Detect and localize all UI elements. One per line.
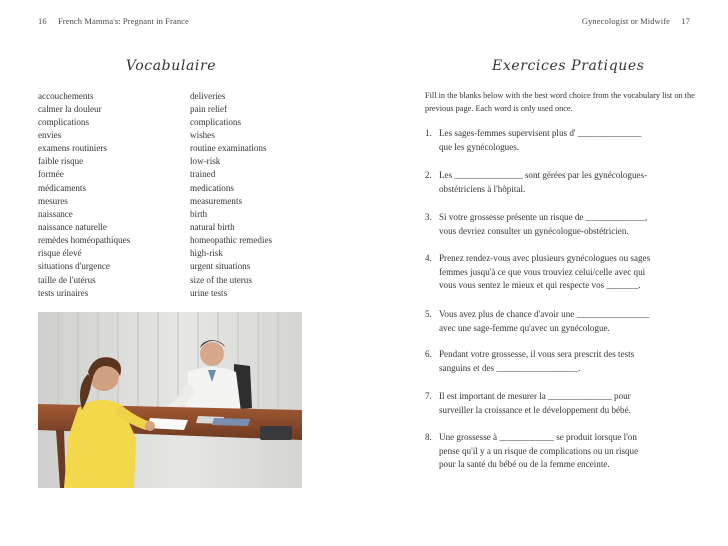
vocab-french: formée bbox=[38, 169, 64, 180]
vocab-french: complications bbox=[38, 116, 90, 127]
consultation-illustration bbox=[38, 312, 302, 488]
book-title: French Mamma's: Pregnant in France bbox=[57, 16, 189, 26]
right-running-head bbox=[582, 16, 690, 26]
vocab-row bbox=[38, 220, 328, 233]
vocab-french: accouchements bbox=[38, 90, 94, 101]
vocab-row bbox=[38, 273, 328, 286]
vocab-english: pain relief bbox=[190, 103, 228, 114]
exercise-text: Pendant votre grossesse, il vous sera prescrit des tests bbox=[439, 349, 635, 359]
exercise-item bbox=[425, 390, 695, 417]
vocabulary-list bbox=[38, 89, 328, 299]
vocab-row bbox=[38, 128, 328, 141]
exercise-number: 1. bbox=[425, 128, 432, 138]
exercise-text: vous vous sentez le mieux et qui respecte vos _______. bbox=[439, 280, 641, 290]
vocab-english: medications bbox=[190, 182, 234, 193]
vocab-english: low-risk bbox=[190, 156, 221, 167]
exercise-text: avec une sage-femme qu'avec un gynécologue. bbox=[439, 322, 610, 333]
exercise-number: 7. bbox=[425, 391, 432, 401]
vocab-english: urine tests bbox=[190, 287, 228, 298]
vocab-english: natural birth bbox=[190, 221, 235, 232]
exercise-text: sanguins et des __________________. bbox=[439, 362, 581, 373]
vocab-row bbox=[38, 115, 328, 128]
exercise-text: vous devriez consulter un gynécologue-obstétricien. bbox=[439, 225, 629, 236]
vocab-french: calmer la douleur bbox=[38, 103, 102, 114]
vocab-english: complications bbox=[190, 116, 242, 127]
exercise-item bbox=[425, 308, 695, 335]
chapter-title: Gynecologist or Midwife bbox=[581, 16, 671, 26]
vocab-row bbox=[38, 286, 328, 299]
vocab-english: size of the uterus bbox=[190, 274, 252, 285]
exercise-number: 2. bbox=[425, 170, 432, 180]
vocab-row bbox=[38, 234, 328, 247]
exercise-text: Les sages-femmes supervisent plus d' ______________ bbox=[439, 128, 642, 138]
vocab-row bbox=[38, 89, 328, 102]
left-running-head bbox=[38, 16, 189, 26]
vocab-row bbox=[38, 102, 328, 115]
vocab-english: routine examinations bbox=[190, 143, 267, 154]
vocab-row bbox=[38, 142, 328, 155]
exercise-text: Une grossesse à ____________ se produit lorsque l'on bbox=[439, 432, 637, 442]
exercise-text: obstétriciens à l'hôpital. bbox=[439, 183, 526, 194]
vocab-english: urgent situations bbox=[190, 261, 251, 272]
vocab-english: trained bbox=[190, 169, 216, 180]
vocabulary-heading: Vocabulaire bbox=[125, 58, 217, 74]
exercise-text: Si votre grossesse présente un risque de _____________, bbox=[439, 212, 648, 222]
exercise-text: pour la santé du bébé ou de la femme enceinte. bbox=[439, 459, 610, 469]
vocab-row bbox=[38, 207, 328, 220]
exercise-text: Les _______________ sont gérées par les gynécologues- bbox=[439, 170, 648, 180]
vocab-row bbox=[38, 168, 328, 181]
vocab-french: envies bbox=[38, 129, 62, 140]
vocab-english: homeopathic remedies bbox=[190, 235, 273, 246]
exercise-item bbox=[425, 252, 695, 293]
vocab-french: médicaments bbox=[38, 182, 86, 193]
exercise-number: 5. bbox=[425, 309, 432, 319]
exercise-item bbox=[425, 348, 695, 375]
exercise-item bbox=[425, 127, 695, 154]
vocab-row bbox=[38, 155, 328, 168]
exercise-text: pense qu'il y a un risque de complications ou un risque bbox=[439, 445, 639, 456]
vocab-english: measurements bbox=[190, 195, 243, 206]
vocab-row bbox=[38, 181, 328, 194]
vocab-french: examens routiniers bbox=[38, 143, 107, 154]
vocab-french: tests urinaires bbox=[38, 287, 89, 298]
exercise-text: surveiller la croissance et le développement du bébé. bbox=[439, 404, 631, 415]
exercise-instructions: Fill in the blanks below with the best word choice from the vocabulary list on the previous page. Each word is only used once. bbox=[425, 91, 695, 113]
exercise-item bbox=[425, 431, 695, 472]
exercise-number: 4. bbox=[425, 253, 432, 263]
vocab-french: risque élevé bbox=[38, 248, 82, 259]
vocab-row bbox=[38, 194, 328, 207]
vocab-english: birth bbox=[190, 208, 208, 219]
vocab-french: mesures bbox=[38, 195, 68, 206]
vocab-row bbox=[38, 260, 328, 273]
exercise-number: 8. bbox=[425, 432, 432, 442]
consultation-photo bbox=[38, 312, 302, 488]
right-page-number: 17 bbox=[681, 16, 690, 26]
exercise-text: Vous avez plus de chance d'avoir une ________________ bbox=[439, 309, 650, 319]
vocab-french: faible risque bbox=[38, 156, 84, 167]
vocab-french: remèdes homéopathiques bbox=[38, 235, 131, 246]
exercise-item bbox=[425, 211, 695, 238]
vocab-row bbox=[38, 247, 328, 260]
exercise-text: Prenez rendez-vous avec plusieurs gynécologues ou sages bbox=[439, 253, 651, 263]
exercise-text: que les gynécologues. bbox=[439, 141, 520, 152]
exercise-text: femmes jusqu'à ce que vous trouviez celui/celle avec qui bbox=[439, 266, 646, 277]
vocab-french: naissance bbox=[38, 208, 73, 219]
vocab-english: high-risk bbox=[190, 248, 223, 259]
exercises-heading: Exercices Pratiques bbox=[492, 58, 645, 74]
vocab-french: taille de l'utérus bbox=[38, 274, 96, 285]
exercise-item bbox=[425, 169, 695, 196]
vocab-french: naissance naturelle bbox=[38, 221, 107, 232]
exercise-text: Il est important de mesurer la ______________ pour bbox=[439, 391, 631, 401]
vocab-english: deliveries bbox=[190, 90, 226, 101]
vocab-french: situations d'urgence bbox=[38, 261, 110, 272]
exercise-number: 3. bbox=[425, 212, 432, 222]
vocab-english: wishes bbox=[190, 129, 215, 140]
left-page-number: 16 bbox=[38, 16, 47, 26]
exercise-number: 6. bbox=[425, 349, 432, 359]
